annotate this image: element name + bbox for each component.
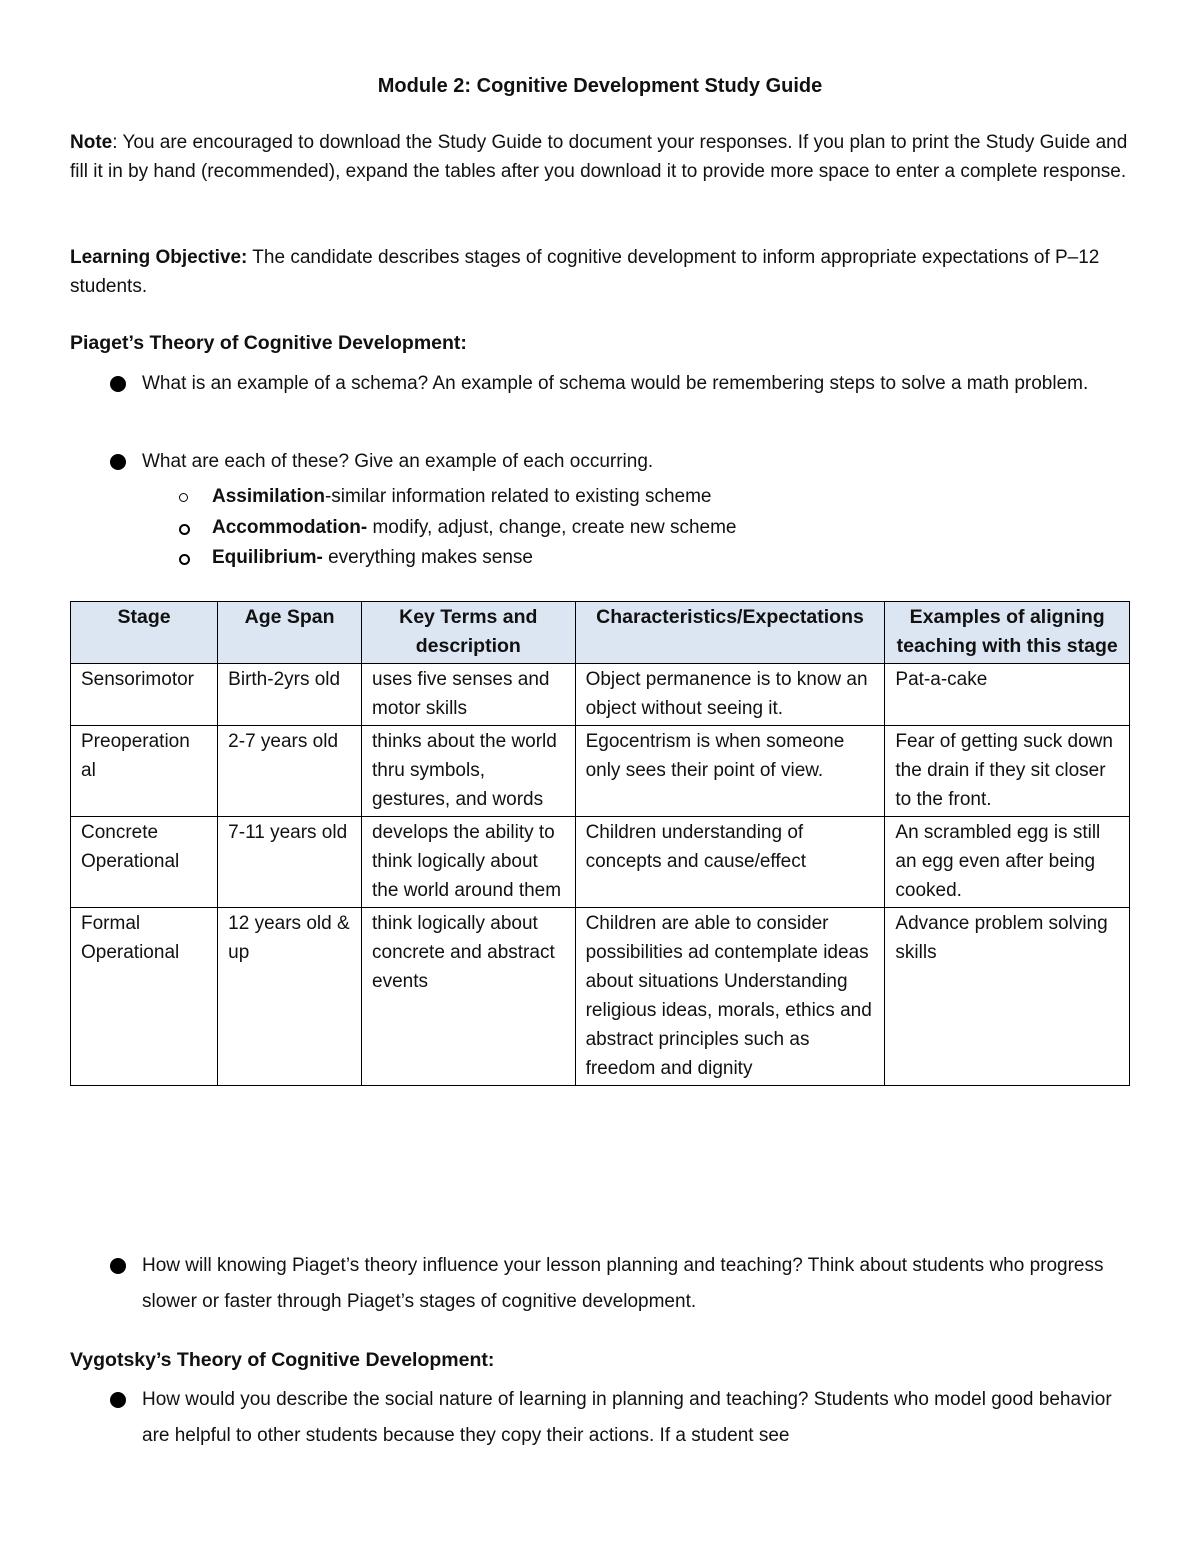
circle-bullet-icon <box>179 554 190 565</box>
note-label: Note <box>70 132 113 153</box>
bullet-icon <box>110 376 126 392</box>
cell-examples: Advance problem solving skills <box>885 908 1130 1086</box>
cell-age-span: 12 years old & up <box>218 908 362 1086</box>
header-examples: Examples of aligning teaching with this stage <box>885 602 1130 664</box>
header-characteristics: Characteristics/Expectations <box>575 602 885 664</box>
list-item <box>70 513 1130 544</box>
circle-bullet-icon <box>179 524 190 535</box>
list-item <box>70 1248 1130 1320</box>
header-key-terms: Key Terms and description <box>362 602 576 664</box>
vygotsky-bullet-list <box>70 1382 1130 1454</box>
list-item <box>70 1382 1130 1454</box>
bullet-icon <box>110 1258 126 1274</box>
table-row <box>71 726 1130 817</box>
cell-age-span: 2-7 years old <box>218 726 362 817</box>
table-header-row <box>71 602 1130 664</box>
cell-key-terms: thinks about the world thru symbols, gestures, and words <box>362 726 576 817</box>
header-age-span: Age Span <box>218 602 362 664</box>
learning-objective <box>70 243 1130 301</box>
piaget-followup-list <box>70 1248 1130 1320</box>
piaget-bullet-list-2 <box>70 444 1130 480</box>
cell-characteristics: Children understanding of concepts and cause/effect <box>575 817 885 908</box>
planning-question: How will knowing Piaget’s theory influence your lesson planning and teaching? Think about students who progress slower or faster through Piaget’s stages of cognitive development. <box>142 1255 1104 1312</box>
cell-stage: Concrete Operational <box>71 817 218 908</box>
social-learning-question: How would you describe the social nature of learning in planning and teaching? Students who model good behavior are helpful to other students because they copy their actions. If a student see <box>142 1389 1112 1446</box>
piaget-terms-list <box>70 482 1130 574</box>
cell-stage: Preoperation al <box>71 726 218 817</box>
bullet-icon <box>110 454 126 470</box>
header-stage: Stage <box>71 602 218 664</box>
term-description: everything makes sense <box>322 547 533 568</box>
cell-age-span: 7-11 years old <box>218 817 362 908</box>
cell-examples: Pat-a-cake <box>885 664 1130 726</box>
vygotsky-heading: Vygotsky’s Theory of Cognitive Development: <box>70 1349 495 1371</box>
cell-stage: Formal Operational <box>71 908 218 1086</box>
document-page <box>70 70 1130 1446</box>
circle-bullet-icon <box>179 493 188 502</box>
term-description: -similar information related to existing scheme <box>324 486 712 507</box>
cell-characteristics: Object permanence is to know an object without seeing it. <box>575 664 885 726</box>
cell-examples: Fear of getting suck down the drain if they sit closer to the front. <box>885 726 1130 817</box>
list-item <box>70 482 1130 513</box>
page-title: Module 2: Cognitive Development Study Guide <box>377 75 823 97</box>
cell-stage: Sensorimotor <box>71 664 218 726</box>
stages-table <box>70 601 1130 1086</box>
term-assimilation: Assimilation <box>212 486 325 507</box>
note-paragraph <box>70 128 1130 186</box>
terms-question: What are each of these? Give an example of each occurring. <box>142 451 654 472</box>
schema-question: What is an example of a schema? An example of schema would be remembering steps to solve a math problem. <box>142 373 1089 394</box>
term-equilibrium: Equilibrium- <box>212 547 323 568</box>
cell-key-terms: think logically about concrete and abstract events <box>362 908 576 1086</box>
list-item <box>70 444 1130 480</box>
term-description: modify, adjust, change, create new scheme <box>367 516 737 538</box>
note-text: : You are encouraged to download the Study Guide to document your responses. If you plan to print the Study Guide and fill it in by hand (recommended), expand the tables after you download it to provide more space to enter a complete response. <box>70 132 1128 182</box>
cell-key-terms: uses five senses and motor skills <box>362 664 576 726</box>
objective-text: The candidate describes stages of cognitive development to inform appropriate expectations of P–12 students. <box>70 247 1100 297</box>
objective-label: Learning Objective: <box>70 247 248 268</box>
cell-characteristics: Egocentrism is when someone only sees their point of view. <box>575 726 885 817</box>
cell-characteristics: Children are able to consider possibilities ad contemplate ideas about situations Understanding religious ideas, morals, ethics and abstract principles such as freedom and dignity <box>575 908 885 1086</box>
term-accommodation: Accommodation- <box>212 516 368 538</box>
bullet-icon <box>110 1392 126 1408</box>
cell-age-span: Birth-2yrs old <box>218 664 362 726</box>
piaget-bullet-list <box>70 366 1130 402</box>
piaget-heading: Piaget’s Theory of Cognitive Development: <box>70 332 467 354</box>
list-item <box>70 543 1130 574</box>
table-row <box>71 664 1130 726</box>
table-row <box>71 817 1130 908</box>
list-item <box>70 366 1130 402</box>
cell-key-terms: develops the ability to think logically about the world around them <box>362 817 576 908</box>
cell-examples: An scrambled egg is still an egg even after being cooked. <box>885 817 1130 908</box>
table-row <box>71 908 1130 1086</box>
